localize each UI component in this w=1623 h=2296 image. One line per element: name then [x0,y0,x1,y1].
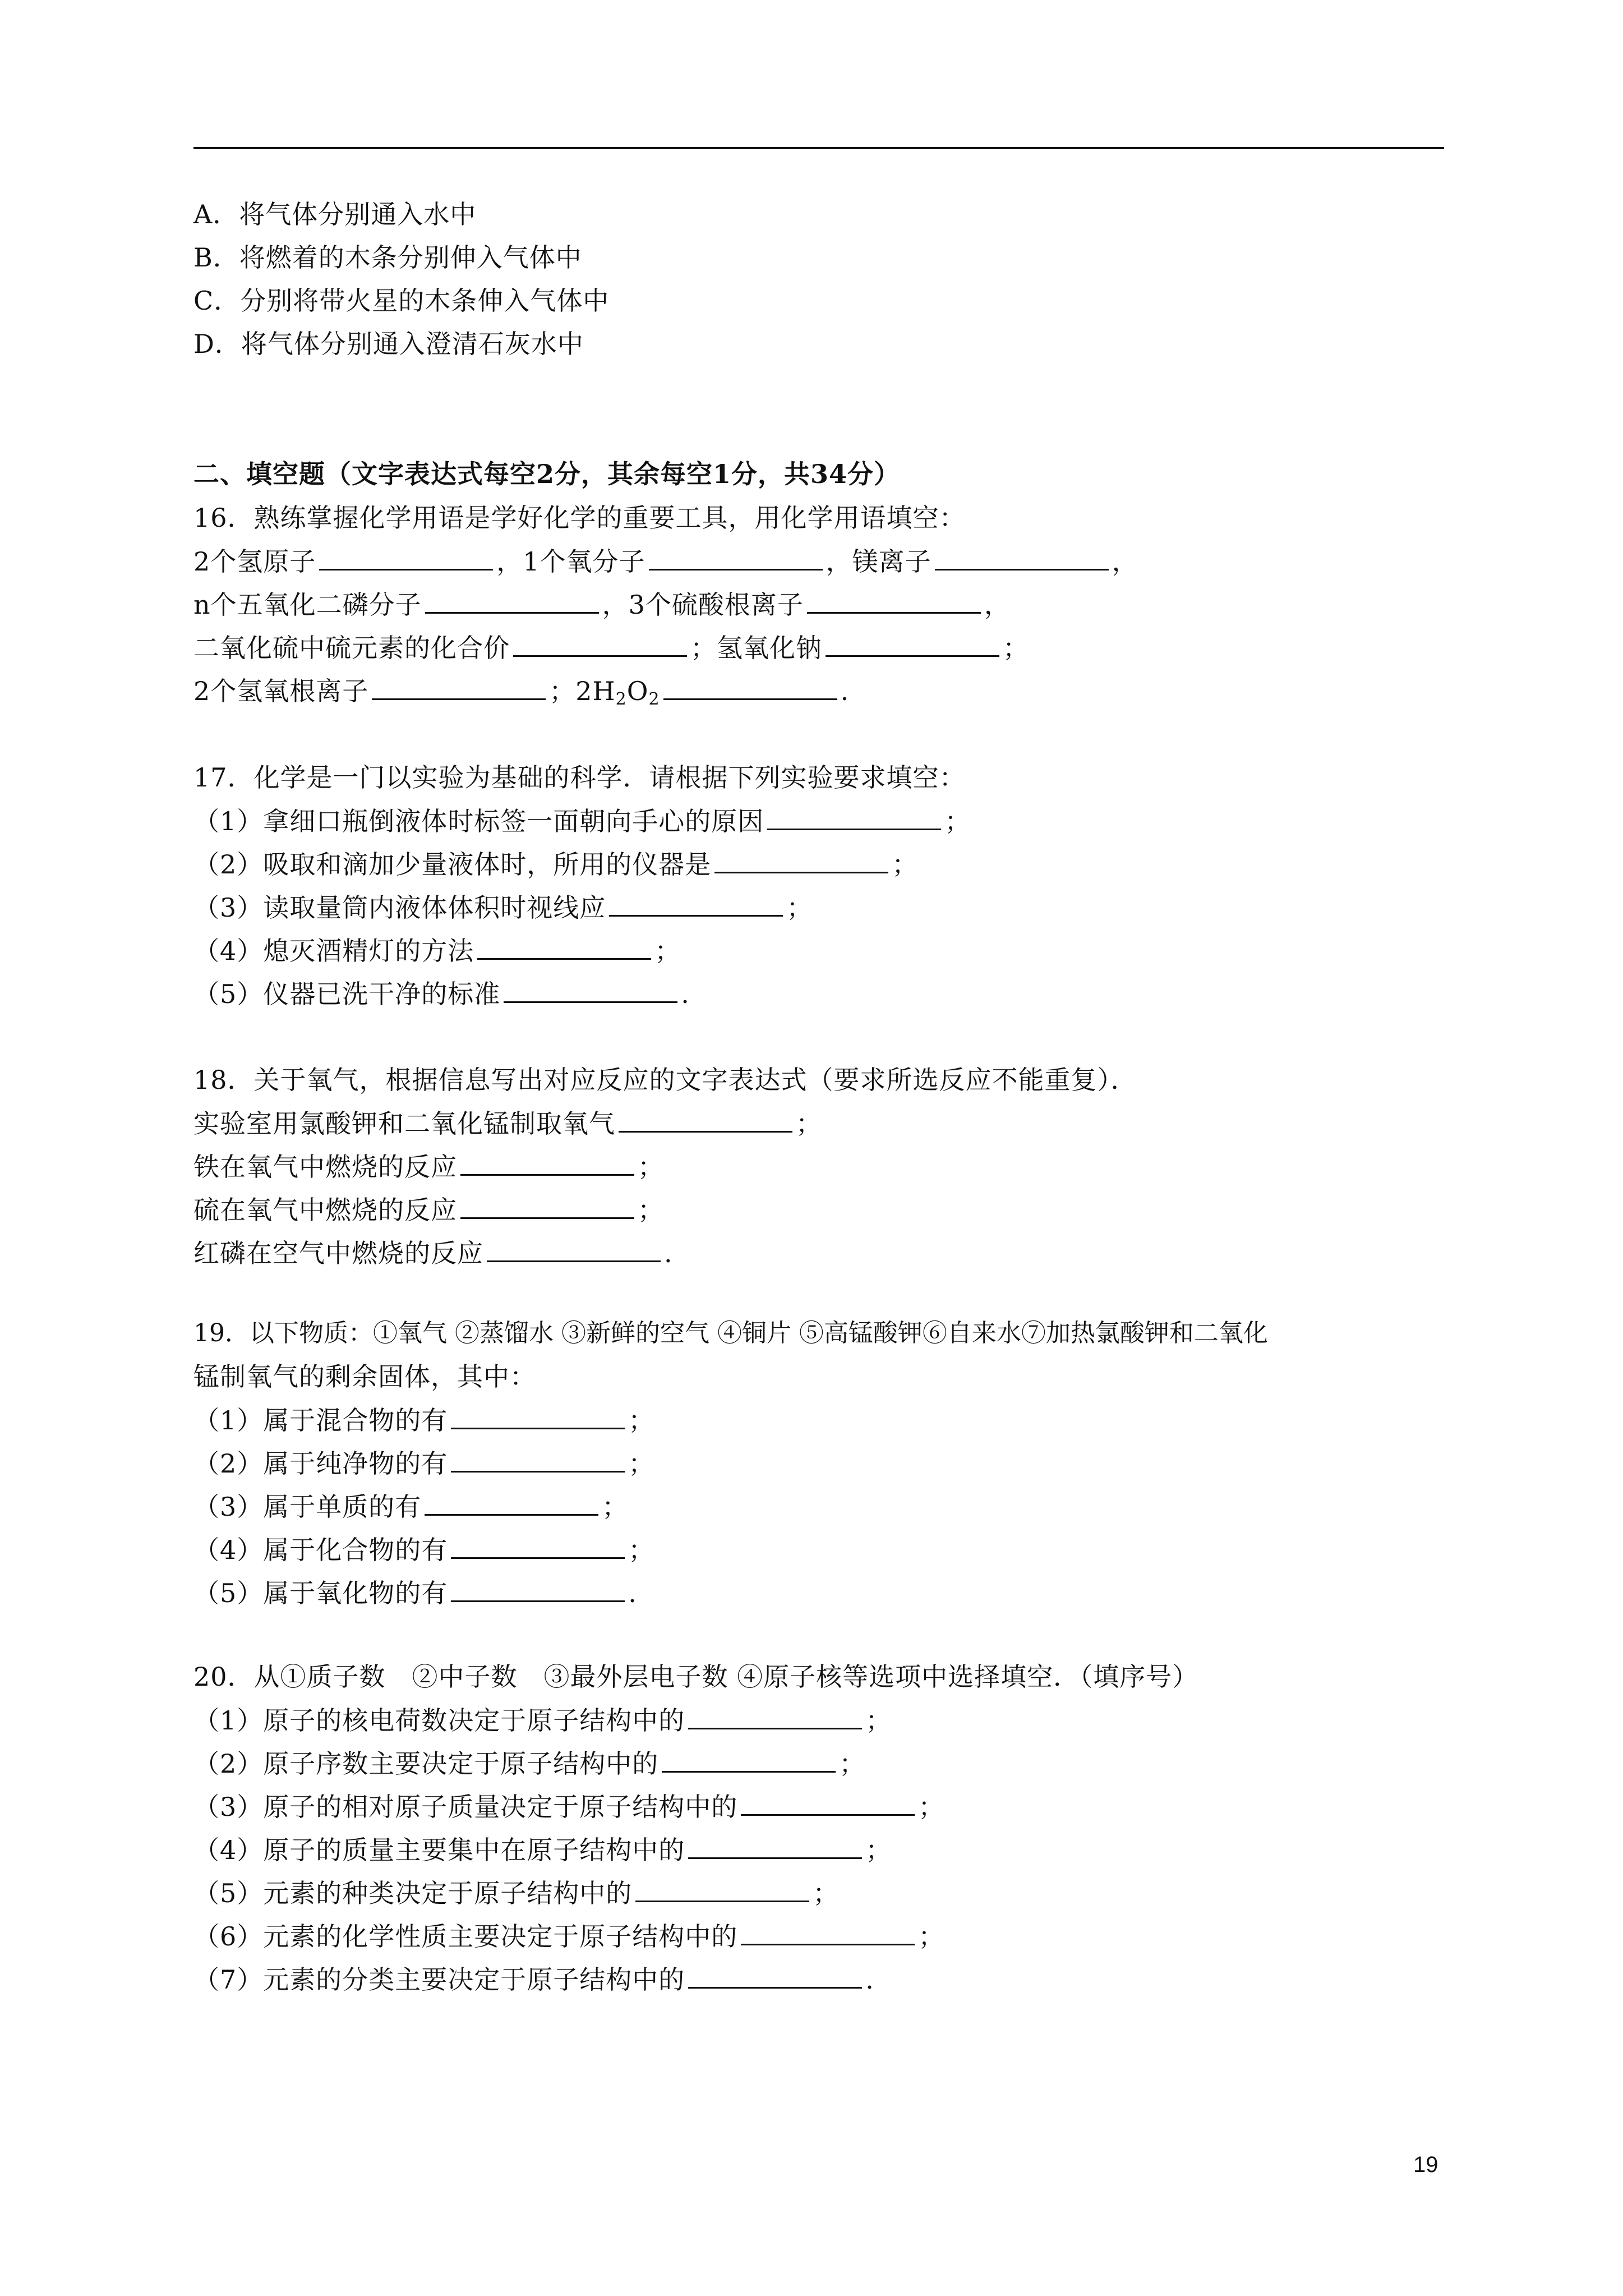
q20-item-7 [193,1962,874,1996]
option-b: B．将燃着的木条分别伸入气体中 [193,242,582,273]
punct: ； [638,1195,664,1225]
q19-item-2 [193,1446,654,1480]
q16-stem: 16．熟练掌握化学用语是学好化学的重要工具，用化学用语填空： [193,503,966,533]
q19-text: （4）属于化合物的有 [193,1535,448,1565]
punct: . [681,979,690,1009]
answer-blank[interactable] [741,1919,915,1945]
q16-text: ，1个氧分子 [496,546,645,577]
punct: ； [628,1535,655,1565]
answer-blank[interactable] [826,631,999,657]
q18-text: 红磷在空气中燃烧的反应 [193,1238,483,1268]
q16-line-4 [193,674,849,707]
q16-text: ， [1112,546,1138,577]
q16-line-3 [193,631,1029,664]
answer-blank[interactable] [451,1576,625,1602]
answer-blank[interactable] [504,977,677,1003]
q16-text: ， [984,590,1011,620]
answer-blank[interactable] [619,1106,792,1133]
punct: ； [786,892,813,923]
punct: . [664,1238,673,1268]
q17-item-1 [193,804,971,838]
q18-text: 硫在氧气中燃烧的反应 [193,1195,457,1225]
q16-line-2 [193,587,1011,621]
q20-text: （5）元素的种类决定于原子结构中的 [193,1878,633,1908]
answer-blank[interactable] [935,544,1109,570]
q17-text: （4）熄灭酒精灯的方法 [193,936,474,966]
q19-stem-line-2: 锰制氧气的剩余固体，其中： [193,1361,536,1392]
header-rule [193,147,1444,149]
punct: ； [918,1792,945,1822]
q20-item-6 [193,1919,944,1953]
answer-blank[interactable] [451,1403,625,1429]
q19-text: （5）属于氧化物的有 [193,1578,448,1608]
q18-item-4 [193,1236,673,1269]
answer-blank[interactable] [688,1703,862,1729]
answer-blank[interactable] [477,933,651,960]
q20-item-4 [193,1833,892,1866]
punct: ； [865,1835,892,1865]
answer-blank[interactable] [688,1833,862,1859]
q16-text: 二氧化硫中硫元素的化合价 [193,633,510,663]
punct: ； [865,1705,892,1736]
q17-item-3 [193,890,813,924]
q17-text: （1）拿细口瓶倒液体时标签一面朝向手心的原因 [193,806,764,836]
q17-stem: 17．化学是一门以实验为基础的科学．请根据下列实验要求填空： [193,762,966,793]
punct: ； [602,1492,629,1522]
q20-text: （2）原子序数主要决定于原子结构中的 [193,1749,659,1779]
q20-item-1 [193,1703,892,1737]
subscript: 2 [615,689,627,709]
q16-text: . [840,676,850,706]
q19-stem-line-1: 19．以下物质：①氧气 ②蒸馏水 ③新鲜的空气 ④铜片 ⑤高锰酸钾⑥自来水⑦加热氯酸钾和二氧化 [193,1319,1268,1347]
q16-text: ； [1003,633,1029,663]
q19-item-1 [193,1403,654,1437]
q16-text: n个五氧化二磷分子 [193,590,422,620]
option-a: A．将气体分别通入水中 [193,199,477,229]
answer-blank[interactable] [460,1149,634,1176]
punct: ； [654,936,681,966]
q18-text: 实验室用氯酸钾和二氧化锰制取氧气 [193,1108,615,1139]
q19-item-5 [193,1576,637,1609]
punct: ； [813,1878,840,1908]
q19-item-3 [193,1489,628,1523]
q20-item-3 [193,1789,944,1823]
answer-blank[interactable] [609,890,783,917]
q17-text: （2）吸取和滴加少量液体时，所用的仪器是 [193,849,712,880]
q18-item-1 [193,1106,822,1140]
q19-text: （2）属于纯净物的有 [193,1448,448,1479]
q17-text: （5）仪器已洗干净的标准 [193,979,501,1009]
q18-item-2 [193,1149,664,1183]
answer-blank[interactable] [807,587,981,614]
answer-blank[interactable] [635,1876,809,1902]
answer-blank[interactable] [460,1193,634,1219]
q19-text: （3）属于单质的有 [193,1492,422,1522]
q19-item-4 [193,1533,654,1566]
q16-line-1 [193,544,1138,578]
punct: . [865,1964,874,1995]
q20-text: （7）元素的分类主要决定于原子结构中的 [193,1964,685,1995]
q20-item-2 [193,1746,865,1780]
page-number: 19 [1413,2152,1438,2177]
answer-blank[interactable] [688,1962,862,1989]
punct: . [628,1578,637,1608]
q20-text: （6）元素的化学性质主要决定于原子结构中的 [193,1921,738,1952]
q20-stem: 20．从①质子数 ②中子数 ③最外层电子数 ④原子核等选项中选择填空．（填序号） [193,1662,1199,1692]
q18-text: 铁在氧气中燃烧的反应 [193,1152,457,1182]
answer-blank[interactable] [662,1746,836,1773]
q20-text: （4）原子的质量主要集中在原子结构中的 [193,1835,685,1865]
q17-item-2 [193,847,918,881]
subscript: 2 [648,689,660,709]
section-title: 二、填空题（文字表达式每空2分，其余每空1分，共34分） [193,459,901,489]
answer-blank[interactable] [487,1236,661,1262]
option-c: C．分别将带火星的木条伸入气体中 [193,286,610,316]
answer-blank[interactable] [649,544,823,570]
q19-text: （1）属于混合物的有 [193,1405,448,1435]
q16-text: ；2H [549,676,616,706]
q18-stem: 18．关于氧气，根据信息写出对应反应的文字表达式（要求所选反应不能重复）． [193,1065,1137,1095]
answer-blank[interactable] [372,674,546,700]
answer-blank[interactable] [663,674,837,700]
answer-blank[interactable] [767,804,941,830]
answer-blank[interactable] [451,1533,625,1559]
punct: ； [839,1749,866,1779]
q17-text: （3）读取量筒内液体体积时视线应 [193,892,606,923]
q20-text: （1）原子的核电荷数决定于原子结构中的 [193,1705,685,1736]
answer-blank[interactable] [425,1489,598,1516]
punct: ； [944,806,971,836]
q17-item-5 [193,977,690,1010]
punct: ； [796,1108,822,1139]
q16-text: O [626,676,649,706]
q20-item-5 [193,1876,839,1910]
punct: ； [628,1448,655,1479]
answer-blank[interactable] [451,1446,625,1473]
punct: ； [892,849,919,880]
punct: ； [918,1921,945,1952]
answer-blank[interactable] [513,631,687,657]
q16-text: ；氢氧化钠 [690,633,822,663]
q18-item-3 [193,1193,664,1226]
option-d: D．将气体分别通入澄清石灰水中 [193,329,584,359]
q20-text: （3）原子的相对原子质量决定于原子结构中的 [193,1792,738,1822]
answer-blank[interactable] [319,544,493,570]
q16-text: ，3个硫酸根离子 [602,590,804,620]
q17-item-4 [193,933,681,967]
answer-blank[interactable] [425,587,599,614]
answer-blank[interactable] [714,847,888,873]
q16-text: ，镁离子 [826,546,932,577]
punct: ； [638,1152,664,1182]
punct: ； [628,1405,655,1435]
q16-text: 2个氢原子 [193,546,316,577]
answer-blank[interactable] [741,1789,915,1816]
q16-text: 2个氢氧根离子 [193,676,369,706]
